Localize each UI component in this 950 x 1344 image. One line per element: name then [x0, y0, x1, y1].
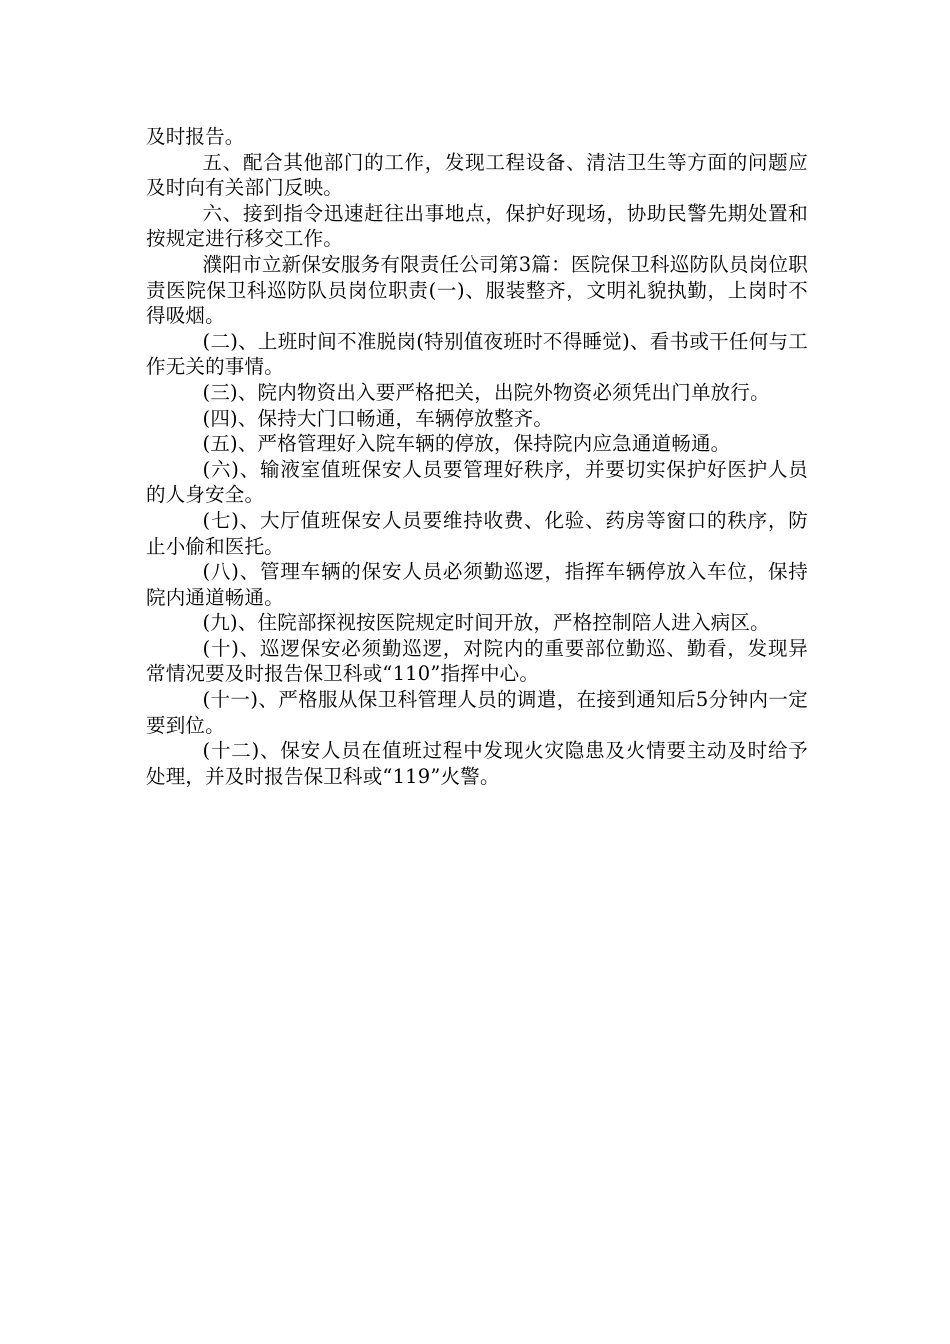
- paragraph-duty-6: (六)、输液室值班保安人员要管理好秩序，并要切实保护好医护人员的人身安全。: [146, 457, 808, 507]
- paragraph-item-6: 六、接到指令迅速赶往出事地点，保护好现场，协助民警先期处置和按规定进行移交工作。: [146, 201, 808, 251]
- document-body: [146, 124, 808, 789]
- paragraph-continuation: 及时报告。: [146, 125, 245, 148]
- paragraph-duty-8: (八)、管理车辆的保安人员必须勤巡逻，指挥车辆停放入车位，保持院内通道畅通。: [146, 560, 808, 609]
- paragraph-duty-5: (五)、严格管理好入院车辆的停放，保持院内应急通道畅通。: [202, 432, 731, 456]
- paragraph-section-3-intro: 濮阳市立新保安服务有限责任公司第3篇：医院保卫科巡防队员岗位职责医院保卫科巡防队员岗位职责(一)、服装整齐，文明礼貌执勤，上岗时不得吸烟。: [146, 252, 808, 328]
- paragraph-duty-9: (九)、住院部探视按医院规定时间开放，严格控制陪人进入病区。: [202, 611, 770, 635]
- paragraph-duty-2: (二)、上班时间不准脱岗(特别值夜班时不得睡觉)、看书或干任何与工作无关的事情。: [146, 329, 808, 379]
- paragraph-duty-3: (三)、院内物资出入要严格把关，出院外物资必须凭出门单放行。: [202, 380, 770, 404]
- paragraph-duty-4: (四)、保持大门口畅通，车辆停放整齐。: [202, 406, 554, 430]
- paragraph-item-5: 五、配合其他部门的工作，发现工程设备、清洁卫生等方面的问题应及时向有关部门反映。: [146, 150, 808, 200]
- paragraph-duty-12: (十二)、保安人员在值班过程中发现火灾隐患及火情要主动及时给予处理，并及时报告保卫科或“119”火警。: [146, 739, 808, 788]
- paragraph-duty-10: (十)、巡逻保安必须勤巡逻，对院内的重要部位勤巡、勤看，发现异常情况要及时报告保卫科或“110”指挥中心。: [146, 636, 808, 686]
- paragraph-duty-11: (十一)、严格服从保卫科管理人员的调遣，在接到通知后5分钟内一定要到位。: [146, 688, 808, 737]
- paragraph-duty-7: (七)、大厅值班保安人员要维持收费、化验、药房等窗口的秩序，防止小偷和医托。: [146, 508, 808, 558]
